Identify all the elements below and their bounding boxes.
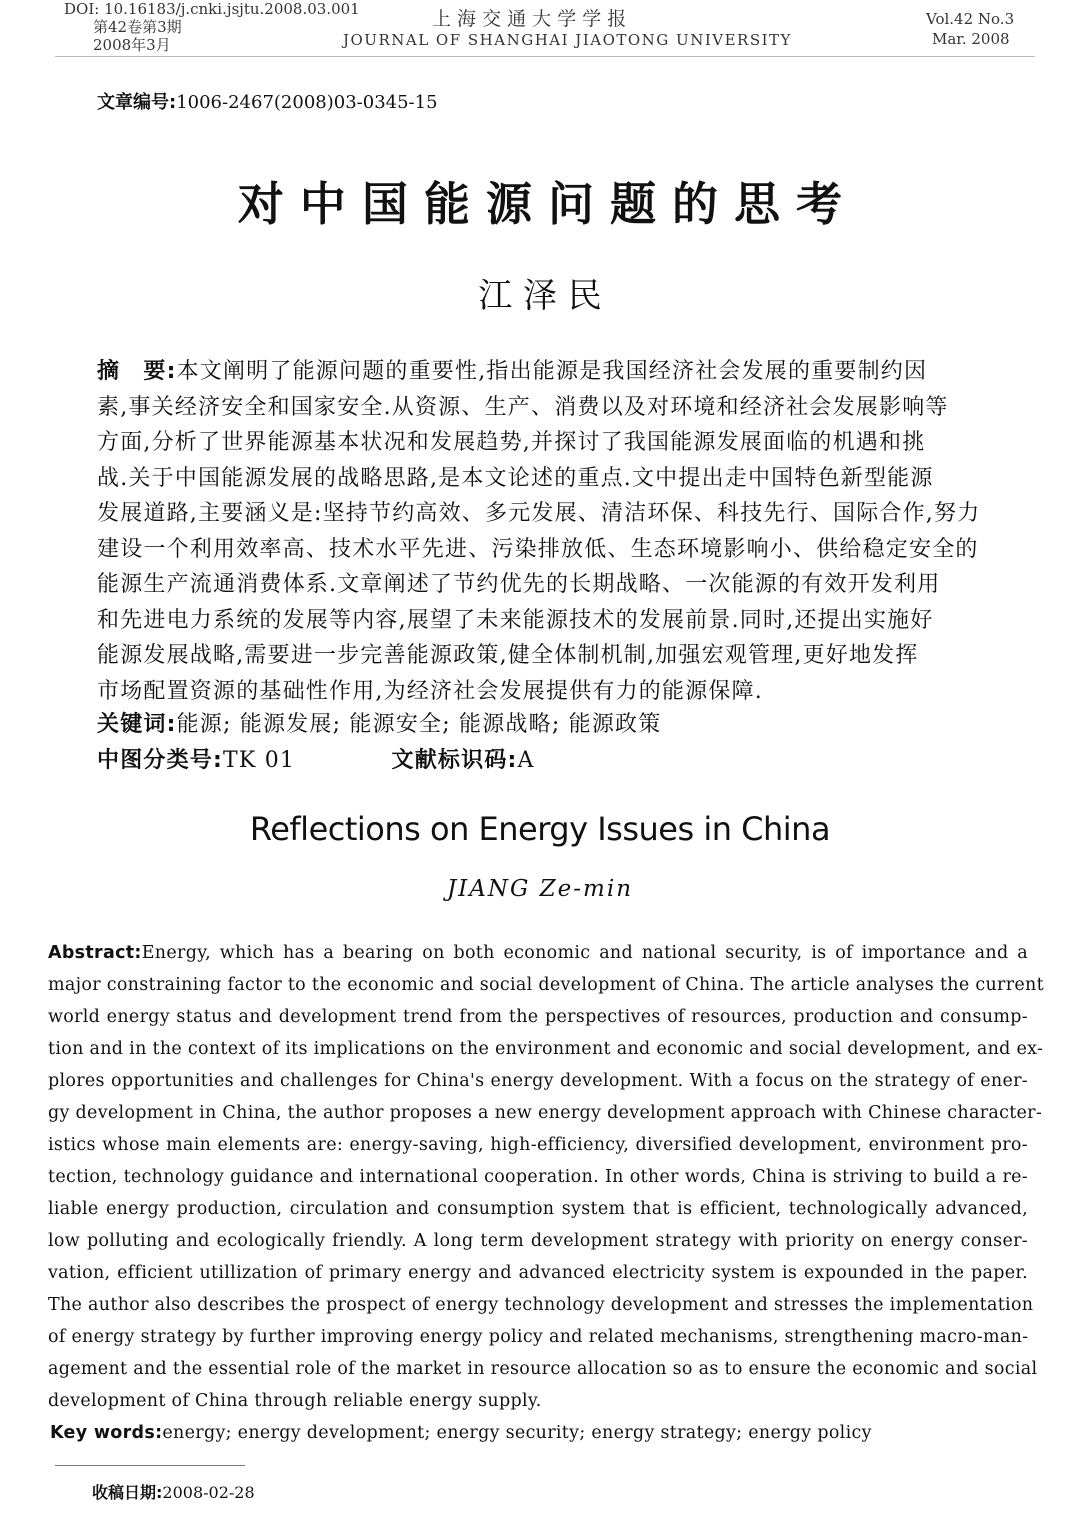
journal-en: JOURNAL OF SHANGHAI JIAOTONG UNIVERSITY	[343, 31, 792, 49]
header-rule	[55, 56, 1035, 57]
keywords-en: Key words:energy; energy development; energy security; energy strategy; energy policy	[50, 1423, 872, 1443]
abstract-en-line: The author also describes the prospect of energy technology development and stresses the implementation	[48, 1295, 1034, 1315]
title-cn: 对 中 国 能 源 问 题 的 思 考	[237, 177, 843, 231]
abstract-en-line: agement and the essential role of the market in resource allocation so as to ensure the economic and social	[48, 1359, 1038, 1379]
abstract-cn-line: 市场配置资源的基础性作用,为经济社会发展提供有力的能源保障.	[97, 679, 763, 704]
abstract-en-line: tection, technology guidance and international cooperation. In other words, China is striving to build a re-	[48, 1167, 1028, 1187]
abstract-en-line: Abstract:Energy, which has a bearing on both economic and national security, is of importance and a	[48, 943, 1028, 963]
author-cn: 江 泽 民	[478, 276, 602, 316]
journal-cn: 上 海 交 通 大 学 学 报	[432, 8, 627, 30]
abstract-cn-line: 战.关于中国能源发展的战略思路,是本文论述的重点.文中提出走中国特色新型能源	[97, 466, 934, 491]
abstract-en-line: gy development in China, the author proposes a new energy development approach with Chinese character-	[48, 1103, 1043, 1123]
abstract-en-line: plores opportunities and challenges for China's energy development. With a focus on the strategy of ener-	[48, 1071, 1028, 1091]
volume-en: Vol.42 No.3	[926, 10, 1015, 28]
article-no: 1006-2467(2008)03-0345-15	[176, 92, 438, 113]
received-date: 收稿日期:2008-02-28	[92, 1483, 255, 1502]
volume-cn: 第42卷第3期	[93, 18, 182, 36]
abstract-en-label: Abstract:	[48, 943, 142, 963]
abstract-en-line: vation, efficient utillization of primary energy and advanced electricity system is expounded in the paper.	[48, 1263, 1028, 1283]
abstract-en-line: liable energy production, circulation and consumption system that is efficient, technologically advanced,	[48, 1199, 1028, 1219]
classification: 中图分类号:TK 01 文献标识码:A	[97, 748, 535, 773]
abstract-cn-line: 发展道路,主要涵义是:坚持节约高效、多元发展、清洁环保、科技先行、国际合作,努力	[97, 501, 981, 526]
date-en: Mar. 2008	[932, 30, 1010, 48]
abstract-en-line: tion and in the context of its implications on the environment and economic and social development, and ex-	[48, 1039, 1044, 1059]
abstract-en-line: development of China through reliable energy supply.	[48, 1391, 542, 1411]
article-number	[97, 88, 438, 114]
abstract-cn-line: 建设一个利用效率高、技术水平先进、污染排放低、生态环境影响小、供给稳定安全的	[97, 537, 979, 562]
abstract-cn-line: 摘 要:本文阐明了能源问题的重要性,指出能源是我国经济社会发展的重要制约因	[97, 359, 928, 384]
article-no-label: 文章编号:	[97, 92, 177, 113]
keywords-cn: 关键词:能源; 能源发展; 能源安全; 能源战略; 能源政策	[97, 712, 662, 737]
abstract-cn-line: 能源生产流通消费体系.文章阐述了节约优先的长期战略、一次能源的有效开发利用	[97, 572, 941, 597]
abstract-en-line: world energy status and development trend from the perspectives of resources, production and consump-	[48, 1007, 1028, 1027]
footnote-rule	[55, 1465, 245, 1466]
date-cn: 2008年3月	[93, 36, 171, 54]
abstract-en-line: of energy strategy by further improving energy policy and related mechanisms, strengthening macro-man-	[48, 1327, 1029, 1347]
abstract-cn-line: 素,事关经济安全和国家安全.从资源、生产、消费以及对环境和经济社会发展影响等	[97, 395, 949, 420]
title-en: Reflections on Energy Issues in China	[249, 810, 831, 848]
abstract-en-line: low polluting and ecologically friendly. A long term development strategy with priority on energy conser-	[48, 1231, 1028, 1251]
doi: DOI: 10.16183/j.cnki.jsjtu.2008.03.001	[64, 0, 360, 18]
abstract-en-line: major constraining factor to the economic and social development of China. The article analyses the current	[48, 975, 1044, 995]
abstract-cn-line: 方面,分析了世界能源基本状况和发展趋势,并探讨了我国能源发展面临的机遇和挑	[97, 430, 926, 455]
abstract-cn-label: 摘 要:	[97, 359, 177, 384]
abstract-cn-line: 和先进电力系统的发展等内容,展望了未来能源技术的发展前景.同时,还提出实施好	[97, 608, 934, 633]
abstract-en-line: istics whose main elements are: energy-saving, high-efficiency, diversified development, environment pro-	[48, 1135, 1028, 1155]
abstract-cn-line: 能源发展战略,需要进一步完善能源政策,健全体制机制,加强宏观管理,更好地发挥	[97, 643, 919, 668]
author-en: JIANG Ze-min	[446, 876, 634, 902]
